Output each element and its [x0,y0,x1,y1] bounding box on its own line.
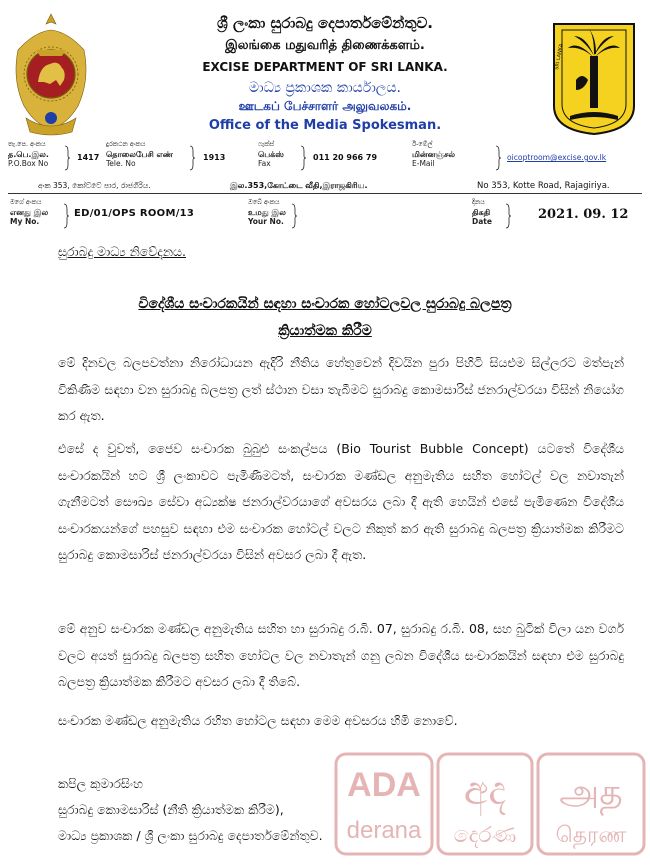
sri-lanka-emblem-icon [6,10,96,138]
brace-icon [63,203,69,229]
emblem-sri-lanka-text: SRI LANKA [554,43,565,71]
org-name-tamil: இலங்கை மதுவரித் திணைக்களம். [225,38,425,53]
brace-icon [64,145,70,171]
your-no-label-en: Your No. [248,217,284,226]
tele-label-ta: தொலைபேசி எண் [106,149,173,159]
date-label-ta: திகதி [472,207,491,217]
brace-icon [300,145,306,171]
date-label [472,198,492,227]
my-no-value: ED/01/OPS ROOM/13 [74,208,195,219]
fax-label [258,140,284,169]
address-tamil: இல.353,கோட்டை வீதி,இராஜகிரிய. [230,181,368,190]
paragraph-4: සංචාරක මණ්ඩල අනුමැතිය රහිත හෝටල සඳහා මෙම අවසරය හිමි නොවේ. [58,713,458,728]
brace-icon [495,145,501,171]
main-title-line-2: ක්‍රියාත්මක කිරීම [278,323,372,339]
tele-label [106,140,173,169]
your-no-label-si: ඔබේ අංකය [248,198,280,206]
fax-label-si: ෆැක්ස් [258,140,275,148]
watermark-ada-text: ADA [347,766,421,804]
paragraph-1: මේ දිනවල බලපවත්නා නිරෝධායන ඇදිරි නීතිය හේතුවෙන් දිවයින පුරා පිහිටි සියළුම සිල්ලරට මත්පැන් විකිණීම සඳහා වන සුරාබදු බලපත්‍ර ලත් ස්ථාන වසා තැබීමට සුරාබදු කොමසාරිස් ජනරාල්වරයා විසින් නියෝග කර ඇත. [58,355,624,423]
ada-derana-sinhala-watermark [436,752,534,856]
my-no-label-en: My No. [10,217,40,226]
office-name-english: Office of the Media Spokesman. [208,118,442,133]
email-label-si: ඊ-මේල් [412,140,433,148]
paragraph-2: එසේ ද වුවත්, ජෛව සංචාරක බුබුළු සංකල්පය (Bio Tourist Bubble Concept) යටතේ විදේශීය සංචාරකයින් හට ශ්‍රී ලංකාවට පැමිණීමටත්, සංචාරක මණ්ඩල අනුමැතිය සහිත හෝටල් වල නවාතැන් ගැනීමටත් සෞඛ්‍ය සේවා අධ්‍යක්ෂ ජනරාල්වරයාගේ අවසරය ලබා දී ඇති හෙයින් එසේ පැමිණෙන විදේශීය සංචාරකයන්ගේ පහසුව සඳහා එම සංචාරක හෝටල් වලට නිකුත් කර ඇති සුරාබදු බලපත්‍ර ක්‍රියාත්මක කිරීමට සුරාබදු කොමසාරිස් ජනරාල්වරයා විසින් අවසර ලබා දී ඇත. [58,441,624,562]
brace-icon [291,203,297,229]
watermark-derana-ta-text: தெரண [555,823,627,848]
your-no-label [248,198,286,227]
email-link[interactable]: oicoptroom@excise.gov.lk [507,153,607,162]
po-box-label-si: තැ.පෙ. අංකය [8,140,46,148]
office-name-tamil: ஊடகப் பேச்சாளர் அலுவலகம். [238,99,412,113]
signature-name: කපිල කුමාරසිංහ [58,776,143,791]
office-name-sinhala: මාධ්‍ය ප්‍රකාශක කාර්යාලය. [248,80,402,96]
your-no-label-ta: உமது இல [248,207,286,217]
watermark-derana-si-text: දෙරණ [453,823,517,848]
ada-derana-tamil-watermark [536,752,646,856]
date-value: 2021. 09. 12 [538,207,629,222]
date-label-en: Date [472,217,492,226]
tele-label-en: Tele. No [106,159,136,168]
header-divider [8,193,642,194]
tele-label-si: දුරකථන අංකය [106,140,146,148]
watermark-ada-ta-text: அத [559,772,623,813]
brace-icon [505,203,511,229]
my-no-label-si: මගේ අංකය [10,198,42,206]
main-title-line-1: විදේශීය සංචාරකයින් සඳහා සංචාරක හෝටලවල සුරාබදු බලපත්‍ර [138,296,512,312]
excise-department-emblem-icon [548,10,640,138]
po-box-value: 1417 [77,153,100,162]
tele-value: 1913 [203,153,226,162]
address-english: No 353, Kotte Road, Rajagiriya. [477,181,610,191]
fax-value: 011 20 966 79 [313,153,378,162]
my-no-label [10,198,48,227]
fax-label-en: Fax [258,159,271,168]
paragraph-3: මේ අනුව සංචාරක මණ්ඩල අනුමැතිය සහිත හා සුරාබදු ර.බි. 07, සුරාබදු ර.බි. 08, සහ බුටික් විලා යන වර්ග වලට අයත් සුරාබදු බලපත්‍ර සහිත හෝටල වල නවාතැන් ගනු ලබන විදේශීය සංචාරකයින් සඳහා එම සුරාබදු බලපත්‍ර ක්‍රියාත්මක කිරීමට අවසර ලබා දී තිබේ. [58,621,624,689]
email-label-ta: மின்னஞ்சல் [412,149,456,159]
brace-icon [189,145,195,171]
org-name-sinhala: ශ්‍රී ලංකා සුරාබදු දෙපාර්තමේන්තුව. [217,14,433,32]
watermark-ada-si-text: අද [463,768,507,814]
po-box-label-en: P.O.Box No [8,159,49,168]
my-no-label-ta: எனது இல [10,207,49,217]
date-label-si: දිනය [472,198,485,206]
fax-label-ta: பெக்ஸ் [258,149,284,159]
watermark-derana-text: derana [346,817,422,844]
release-title: සුරාබදු මාධ්‍ය නිවේදනය. [58,244,186,259]
address-sinhala: අංක 353, කෝට්ටේ පාර, රාජගිරිය. [38,181,151,190]
ada-derana-watermark [334,752,434,856]
email-label [412,140,455,169]
signature-title-1: සුරාබදු කොමසාරිස් (නීති ක්‍රියාත්මක කිරීම), [58,802,284,817]
org-name-english: EXCISE DEPARTMENT OF SRI LANKA. [202,60,448,74]
po-box-label [8,140,49,169]
email-label-en: E-Mail [412,159,435,168]
po-box-label-ta: த.பெ.இல. [8,149,49,159]
signature-title-2: මාධ්‍ය ප්‍රකාශක / ශ්‍රී ලංකා සුරාබදු දෙපාර්තමේන්තුව. [58,828,323,843]
